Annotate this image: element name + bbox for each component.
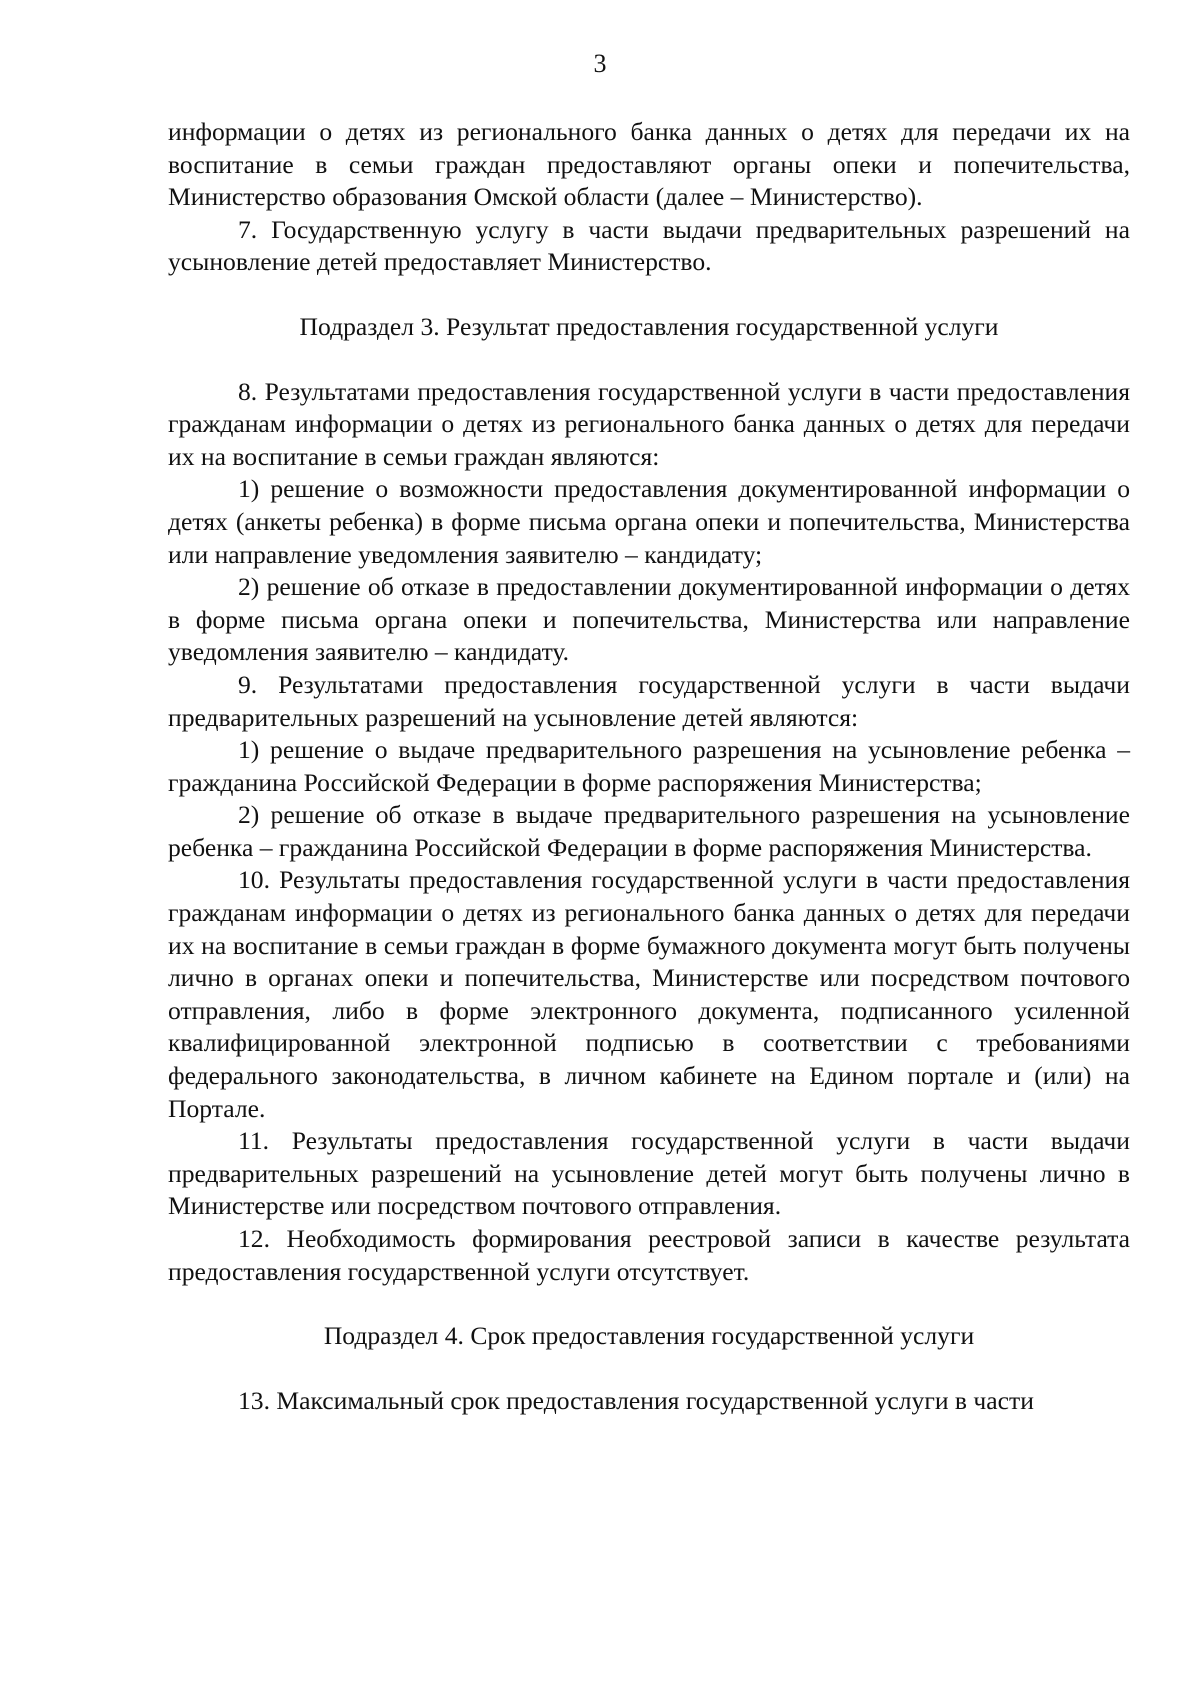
subsection-4-heading: Подраздел 4. Срок предоставления государственной услуги	[323, 1321, 975, 1351]
paragraph-9: 9. Результатами предоставления государственной услуги в части выдачи предварительных разрешений на усыновление детей являются:	[168, 669, 1130, 732]
paragraph-9-item-1: 1) решение о выдаче предварительного разрешения на усыновление ребенка – гражданина Российской Федерации в форме распоряжения Министерства;	[168, 735, 1130, 797]
paragraph-10: 10. Результаты предоставления государственной услуги в части предоставления гражданам информации о детях из регионального банка данных о детях для передачи их на воспитание в семьи граждан в форме бумажного документа могут быть получены лично в органах опеки и попечительства, Министерстве или посредством почтового отправления, либо в форме электронного документа, подписанного усиленной квалифицированной электронной подписью в соответствии с требованиями федерального законодательства, в личном кабинете на Едином портале и (или) на Портале.	[168, 865, 1130, 1123]
document-body	[168, 116, 1130, 1417]
paragraph-8-item-1: 1) решение о возможности предоставления документированной информации о детях (анкеты ребенка) в форме письма органа опеки и попечительства, Министерства или направление уведомления заявителю – кандидату;	[168, 474, 1130, 569]
subsection-3-heading: Подраздел 3. Результат предоставления государственной услуги	[299, 311, 999, 341]
paragraph-8: 8. Результатами предоставления государственной услуги в части предоставления гражданам информации о детях из регионального банка данных о детях для передачи их на воспитание в семьи граждан являются:	[168, 376, 1130, 471]
paragraph-13: 13. Максимальный срок предоставления государственной услуги в части	[238, 1385, 1034, 1415]
spacer	[168, 279, 1130, 311]
paragraph-12: 12. Необходимость формирования реестровой записи в качестве результата предоставления государственной услуги отсутствует.	[168, 1224, 1130, 1286]
paragraph-8-item-2: 2) решение об отказе в предоставлении документированной информации о детях в форме письма органа опеки и попечительства, Министерства или направление уведомления заявителю – кандидату.	[168, 572, 1130, 667]
spacer	[168, 1288, 1130, 1320]
paragraph-11: 11. Результаты предоставления государственной услуги в части выдачи предварительных разрешений на усыновление детей могут быть получены лично в Министерстве или посредством почтового отправления.	[168, 1126, 1130, 1221]
paragraph-continuation: информации о детях из регионального банка данных о детях для передачи их на воспитание в семьи граждан предоставляют органы опеки и попечительства, Министерство образования Омской области (далее – Министерство).	[168, 117, 1130, 212]
paragraph-7: 7. Государственную услугу в части выдачи предварительных разрешений на усыновление детей предоставляет Министерство.	[168, 214, 1130, 277]
page-number: 3	[593, 49, 607, 78]
spacer	[168, 344, 1130, 376]
paragraph-9-item-2: 2) решение об отказе в выдаче предварительного разрешения на усыновление ребенка – гражданина Российской Федерации в форме распоряжения Министерства.	[168, 800, 1130, 862]
spacer	[168, 1353, 1130, 1385]
